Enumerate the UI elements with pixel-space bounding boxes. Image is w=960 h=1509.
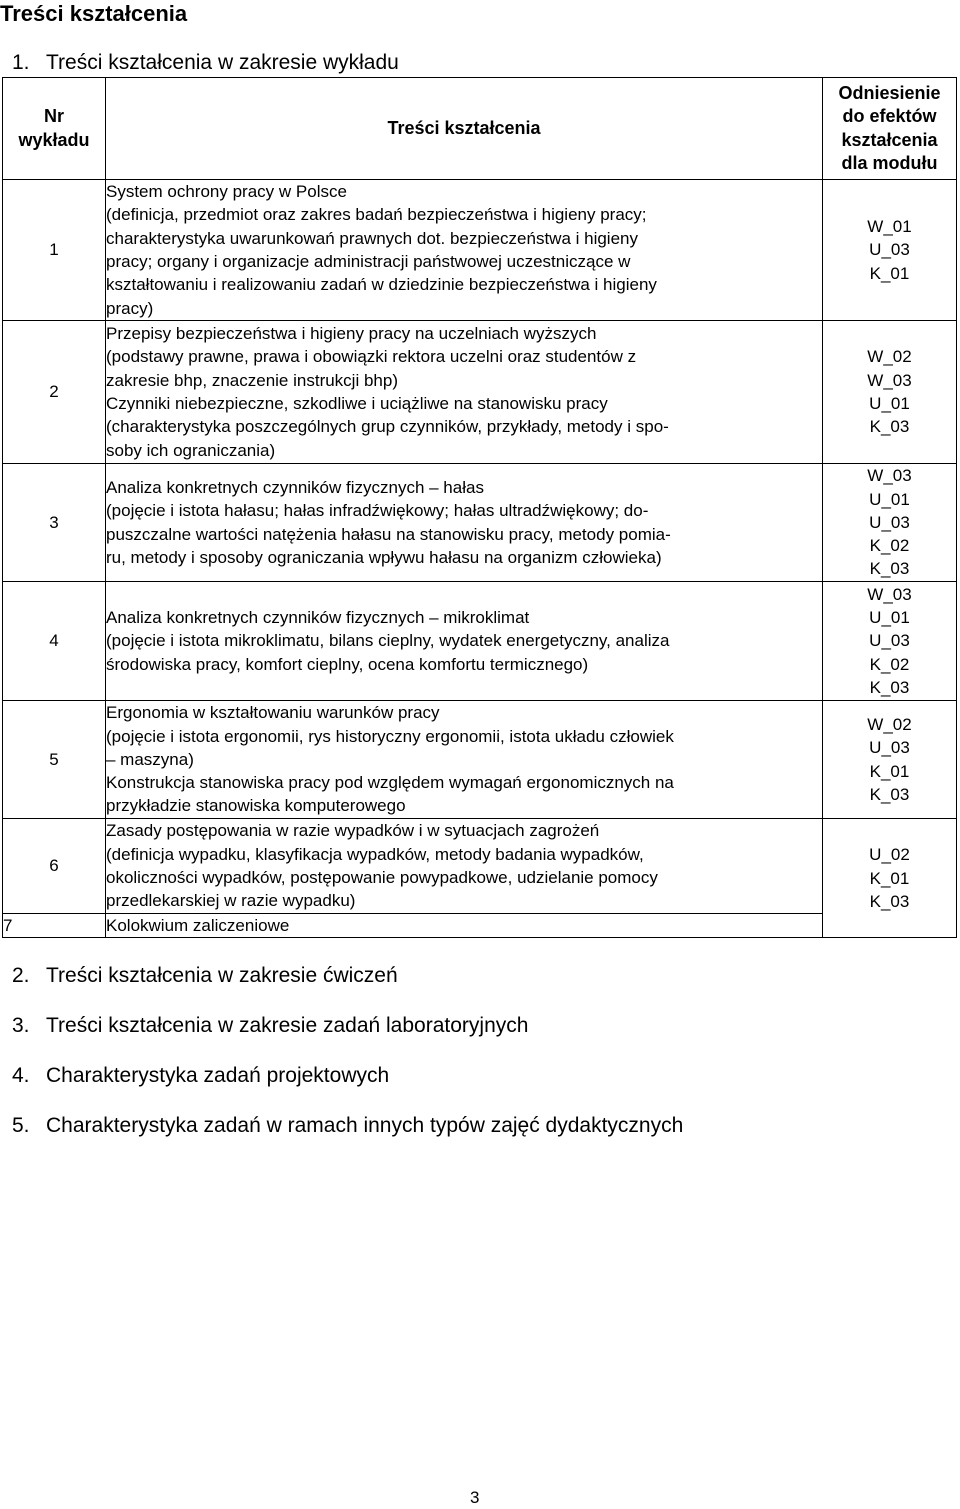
content-line: Analiza konkretnych czynników fizycznych – hałas	[106, 477, 484, 497]
lecture-number: 6	[3, 819, 106, 914]
content-line: przedlekarskiej w razie wypadku)	[106, 891, 356, 911]
section-title: Treści kształcenia w zakresie zadań laboratoryjnych	[46, 1014, 529, 1037]
section-item	[12, 1113, 683, 1163]
section-number: 3.	[12, 1014, 30, 1037]
header-nr-line: Nr	[43, 106, 64, 126]
section-number: 4.	[12, 1064, 30, 1087]
header-effects-line: dla modułu	[841, 153, 938, 173]
lecture-content-table	[2, 77, 957, 938]
learning-outcome-codes	[823, 819, 957, 938]
table-row	[3, 464, 957, 582]
lecture-content	[106, 914, 823, 938]
section-title: Treści kształcenia w zakresie ćwiczeń	[46, 964, 398, 987]
content-line: (definicja, przedmiot oraz zakres badań bezpieczeństwa i higieny pracy;	[106, 205, 647, 225]
section-title: Charakterystyka zadań w ramach innych typów zajęć dydaktycznych	[46, 1114, 684, 1137]
content-line: Ergonomia w kształtowaniu warunków pracy	[106, 703, 440, 723]
lecture-number: 3	[3, 464, 106, 582]
learning-outcome-codes	[823, 321, 957, 464]
lecture-content	[106, 819, 823, 914]
outcome-code: K_03	[869, 677, 910, 697]
learning-outcome-codes	[823, 464, 957, 582]
header-content: Treści kształcenia	[106, 78, 823, 180]
outcome-code: U_03	[869, 240, 910, 260]
section-item	[12, 963, 683, 1013]
lecture-number: 7	[3, 914, 106, 938]
lecture-number: 5	[3, 701, 106, 819]
table-row	[3, 180, 957, 321]
lecture-number: 1	[3, 180, 106, 321]
content-line: przykładzie stanowiska komputerowego	[106, 796, 406, 816]
outcome-code: K_03	[869, 784, 910, 804]
content-line: kształtowaniu i realizowaniu zadań w dziedzinie bezpieczeństwa i higieny	[106, 275, 657, 295]
content-line: pracy; organy i organizacje administracji państwowej uczestniczące w	[106, 252, 631, 271]
content-line: System ochrony pracy w Polsce	[106, 182, 347, 202]
learning-outcome-codes	[823, 180, 957, 321]
outcome-code: K_02	[869, 654, 910, 674]
outcome-code: U_03	[869, 738, 910, 758]
header-effects-line: Odniesienie	[838, 82, 941, 103]
table-row	[3, 582, 957, 701]
other-sections-list	[12, 963, 683, 1163]
outcome-code: K_02	[869, 536, 910, 556]
learning-outcome-codes	[823, 701, 957, 819]
content-line: pracy)	[106, 298, 154, 318]
outcome-code: U_03	[869, 631, 910, 651]
header-lecture-number	[3, 78, 106, 180]
outcome-code: K_01	[869, 263, 910, 283]
table-row	[3, 701, 957, 819]
content-line: Przepisy bezpieczeństwa i higieny pracy na uczelniach wyższych	[106, 324, 597, 344]
learning-outcome-codes	[823, 582, 957, 701]
header-nr-line: wykładu	[18, 129, 90, 150]
section-1-number: 1.	[12, 51, 30, 74]
outcome-code: W_01	[867, 217, 912, 237]
content-line: Zasady postępowania w razie wypadków i w sytuacjach zagrożeń	[106, 821, 600, 841]
outcome-code: U_01	[869, 489, 910, 509]
lecture-content	[106, 180, 823, 321]
content-line: (charakterystyka poszczególnych grup czynników, przykłady, metody i spo-	[106, 417, 669, 437]
content-line: środowiska pracy, komfort cieplny, ocena komfortu termicznego)	[106, 654, 589, 674]
section-title: Charakterystyka zadań projektowych	[46, 1064, 390, 1087]
content-line: (definicja wypadku, klasyfikacja wypadków, metody badania wypadków,	[106, 844, 644, 864]
outcome-code: U_01	[869, 608, 910, 628]
header-effects-line: kształcenia	[841, 129, 938, 150]
page-number: 3	[470, 1488, 480, 1507]
table-row	[3, 321, 957, 464]
content-line: (podstawy prawne, prawa i obowiązki rektora uczelni oraz studentów z	[106, 347, 637, 367]
lecture-content	[106, 464, 823, 582]
table-header-row	[3, 78, 957, 180]
content-line: charakterystyka uwarunkowań prawnych dot. bezpieczeństwa i higieny	[106, 228, 638, 248]
outcome-code: K_03	[869, 891, 910, 911]
content-line: Czynniki niebezpieczne, szkodliwe i uciążliwe na stanowisku pracy	[106, 394, 608, 413]
table-row	[3, 819, 957, 914]
content-line: soby ich ograniczania)	[106, 440, 276, 460]
content-line: okoliczności wypadków, postępowanie powypadkowe, udzielanie pomocy	[106, 868, 658, 887]
outcome-code: W_02	[867, 347, 912, 367]
section-item	[12, 1013, 683, 1063]
outcome-code: W_03	[867, 466, 912, 486]
content-line: (pojęcie i istota mikroklimatu, bilans cieplny, wydatek energetyczny, analiza	[106, 631, 670, 651]
lecture-number: 4	[3, 582, 106, 701]
header-effects-line: do efektów	[842, 106, 937, 126]
outcome-code: U_02	[869, 845, 910, 865]
content-line: Konstrukcja stanowiska pracy pod względem wymagań ergonomicznych na	[106, 773, 674, 793]
outcome-code: K_01	[869, 868, 910, 888]
outcome-code: K_01	[869, 761, 910, 781]
section-number: 2.	[12, 964, 30, 987]
content-line: Analiza konkretnych czynników fizycznych – mikroklimat	[106, 608, 530, 628]
lecture-content	[106, 321, 823, 464]
section-item	[12, 1063, 683, 1113]
lecture-content	[106, 701, 823, 819]
content-line: zakresie bhp, znaczenie instrukcji bhp)	[106, 370, 398, 390]
content-line: – maszyna)	[106, 749, 194, 769]
content-line: ru, metody i sposoby ograniczania wpływu hałasu na organizm człowieka)	[106, 547, 662, 567]
content-line: puszczalne wartości natężenia hałasu na stanowisku pracy, metody pomia-	[106, 524, 671, 544]
outcome-code: W_02	[867, 714, 912, 734]
outcome-code: K_03	[869, 417, 910, 437]
content-line: Kolokwium zaliczeniowe	[106, 916, 290, 935]
lecture-content	[106, 582, 823, 701]
lecture-number: 2	[3, 321, 106, 464]
header-learning-outcomes	[823, 78, 957, 180]
outcome-code: U_01	[869, 394, 910, 413]
outcome-code: W_03	[867, 370, 912, 390]
page-heading: Treści kształcenia	[0, 1, 188, 26]
outcome-code: K_03	[869, 559, 910, 579]
outcome-code: U_03	[869, 512, 910, 532]
outcome-code: W_03	[867, 584, 912, 604]
section-number: 5.	[12, 1114, 30, 1137]
content-line: (pojęcie i istota hałasu; hałas infradźwiękowy; hałas ultradźwiękowy; do-	[106, 501, 649, 521]
content-line: (pojęcie i istota ergonomii, rys historyczny ergonomii, istota układu człowiek	[106, 726, 674, 746]
section-1-title: Treści kształcenia w zakresie wykładu	[46, 51, 399, 74]
section-1-heading	[12, 50, 399, 76]
table-row	[3, 914, 957, 938]
